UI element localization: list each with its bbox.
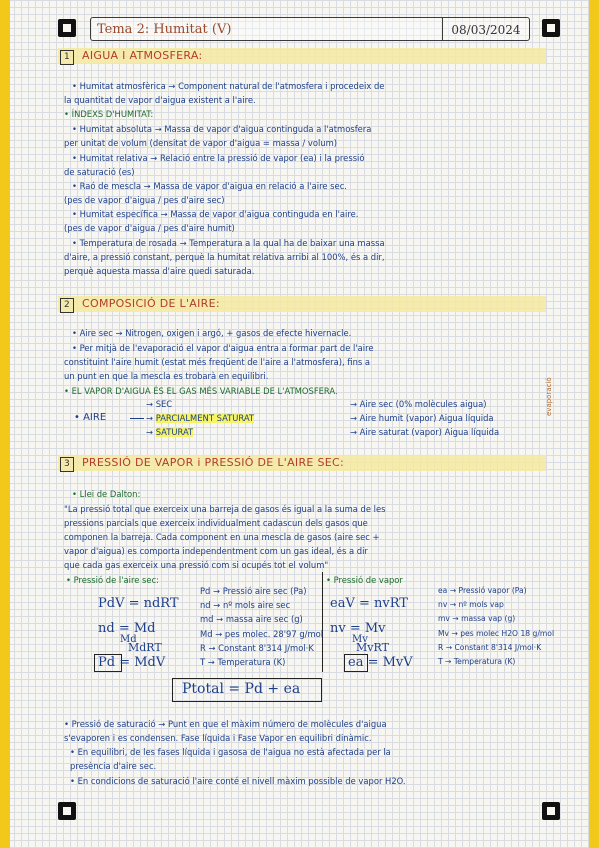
line-15: • Aire sec → Nitrogen, oxigen i argó, + gasos de efecte hivernacle. (72, 328, 352, 338)
section-3-title: PRESSIÓ DE VAPOR i PRESSIÓ DE L'AIRE SEC: (82, 456, 344, 469)
vapor-def-4: Mv → pes molec H2O 18 g/mol (438, 629, 555, 638)
vapor-eq-2: nv = Mv (330, 621, 386, 636)
aire-sec: → SEC (146, 399, 173, 409)
line-10: • Humitat específica → Massa de vapor d'aigua continguda en l'aire. (72, 209, 359, 219)
dry-def-4: Md → pes molec. 28'97 g/mol (200, 629, 324, 639)
vapor-def-5: R → Constant 8'314 J/mol·K (438, 643, 542, 652)
line-3: • ÍNDEXS D'HUMITAT: (64, 109, 154, 119)
corner-mark-top-left (58, 19, 76, 37)
topic-title: Tema 2: Humitat (V) (97, 22, 232, 37)
vapor-eq-1: eaV = nvRT (330, 596, 408, 611)
vapor-eq-3-numerator: MvRT (356, 641, 389, 654)
dry-def-3: md → massa aire sec (g) (200, 614, 303, 624)
line-23: componen la barreja. Cada component en una mescla de gasos (aire sec + (64, 532, 380, 542)
vapor-pressure-title: • Pressió de vapor (326, 575, 403, 585)
section-1-title: AIGUA I ATMOSFERA: (82, 49, 203, 62)
line-29: presència d'aire sec. (70, 761, 157, 771)
corner-mark-bottom-left (58, 802, 76, 820)
dry-eq-3-numerator: MdRT (128, 641, 162, 654)
line-6: • Humitat relativa → Relació entre la pressió de vapor (ea) i la pressió (72, 153, 365, 163)
aire-parcial: → PARCIALMENT SATURAT (146, 413, 255, 423)
line-26: • Pressió de saturació → Punt en que el màxim número de molècules d'aigua (64, 719, 387, 729)
line-30: • En condicions de saturació l'aire conté el nivell màxim possible de vapor H2O. (70, 776, 406, 786)
corner-mark-top-right (542, 19, 560, 37)
left-margin-bar (0, 0, 10, 848)
aire-branch-line (130, 418, 144, 419)
dry-eq-2: nd = Md (98, 621, 156, 636)
line-20: • Llei de Dalton: (72, 489, 141, 499)
dry-pressure-title: • Pressió de l'aire sec: (66, 575, 159, 585)
line-24: vapor d'aigua) es comporta independentment com un gas ideal, és a dir (64, 546, 368, 556)
line-25: que cada gas exerceix una pressió com si ocupés tot el volum" (64, 560, 329, 570)
dry-eq-2-denominator: Md (120, 634, 137, 645)
right-margin-bar (589, 0, 599, 848)
aire-saturat: → SATURAT (146, 427, 194, 437)
line-7: de saturació (es) (64, 167, 135, 177)
section-3-heading (60, 454, 344, 472)
aire-sec-label: SEC (155, 399, 173, 409)
line-5: per unitat de volum (densitat de vapor d'aigua = massa / volum) (64, 138, 338, 148)
vapor-def-2: nv → nº mols vap (438, 600, 504, 609)
vapor-def-3: mv → massa vap (g) (438, 614, 516, 623)
line-8: • Raó de mescla → Massa de vapor d'aigua en relació a l'aire sec. (72, 181, 347, 191)
dry-eq-3: Pd = MdV (98, 655, 166, 670)
aire-result-3: → Aire saturat (vapor) Aigua líquida (350, 427, 500, 437)
aire-result-2: → Aire humit (vapor) Aigua líquida (350, 413, 494, 423)
line-19: • EL VAPOR D'AIGUA ÉS EL GAS MÉS VARIABLE DE L'ATMOSFERA. (64, 386, 338, 396)
line-9: (pes de vapor d'aigua / pes d'aire sec) (64, 195, 225, 205)
line-14: perquè aquesta massa d'aire quedi saturada. (64, 266, 255, 276)
topic-header (90, 17, 530, 41)
line-11: (pes de vapor d'aigua / pes d'aire humit) (64, 223, 235, 233)
line-12: • Temperatura de rosada → Temperatura a la qual ha de baixar una massa (72, 238, 385, 248)
line-18: un punt en que la mescla es trobarà en equilibri. (64, 371, 269, 381)
aire-label: • AIRE (74, 412, 107, 423)
total-pressure-eq: Ptotal = Pd + ea (182, 681, 301, 697)
corner-mark-bottom-right (542, 802, 560, 820)
dry-def-5: R → Constant 8'314 J/mol·K (200, 643, 314, 653)
section-1-number: 1 (60, 50, 74, 65)
aire-result-1: → Aire sec (0% molècules aigua) (350, 399, 487, 409)
line-2: la quantitat de vapor d'aigua existent a l'aire. (64, 95, 256, 105)
header-date: 08/03/2024 (442, 18, 529, 40)
aire-parcial-label: PARCIALMENT SATURAT (155, 413, 255, 423)
section-3-number: 3 (60, 457, 74, 472)
dry-def-1: Pd → Pressió aire sec (Pa) (200, 586, 307, 596)
vapor-def-6: T → Temperatura (K) (438, 657, 516, 666)
line-28: • En equilibri, de les fases líquida i gasosa de l'aigua no està afectada per la (70, 747, 391, 757)
line-1: • Humitat atmosfèrica → Component natural de l'atmosfera i procedeix de (72, 81, 385, 91)
line-13: d'aire, a pressió constant, perquè la humitat relativa arribi al 100%, és a dir, (64, 252, 385, 262)
line-4: • Humitat absoluta → Massa de vapor d'aigua continguda a l'atmosfera (72, 124, 372, 134)
vapor-eq-3: ea = MvV (348, 655, 413, 670)
dry-def-2: nd → nº mols aire sec (200, 600, 291, 610)
line-27: s'evaporen i es condensen. Fase líquida i Fase Vapor en equilibri dinàmic. (64, 733, 372, 743)
dry-eq-1: PdV = ndRT (98, 596, 179, 611)
dry-def-6: T → Temperatura (K) (200, 657, 286, 667)
line-17: constituint l'aire humit (estat més freqüent de l'aire a l'atmosfera), fins a (64, 357, 371, 367)
dalton-divider (322, 572, 323, 672)
aire-saturat-label: SATURAT (155, 427, 194, 437)
line-21: "La pressió total que exerceix una barreja de gasos és igual a la suma de les (64, 504, 386, 514)
section-2-number: 2 (60, 298, 74, 313)
line-16: • Per mitjà de l'evaporació el vapor d'aigua entra a formar part de l'aire (72, 343, 374, 353)
vapor-def-1: ea → Pressió vapor (Pa) (438, 586, 527, 595)
section-1-heading (60, 47, 203, 65)
line-22: pressions parcials que exerceix individualment cadascun dels gasos que (64, 518, 368, 528)
section-2-title: COMPOSICIÓ DE L'AIRE: (82, 297, 220, 310)
vapor-eq-2-denominator: Mv (352, 634, 368, 645)
section-2-heading (60, 295, 220, 313)
evaporacio-side-label: evaporació (545, 377, 553, 416)
